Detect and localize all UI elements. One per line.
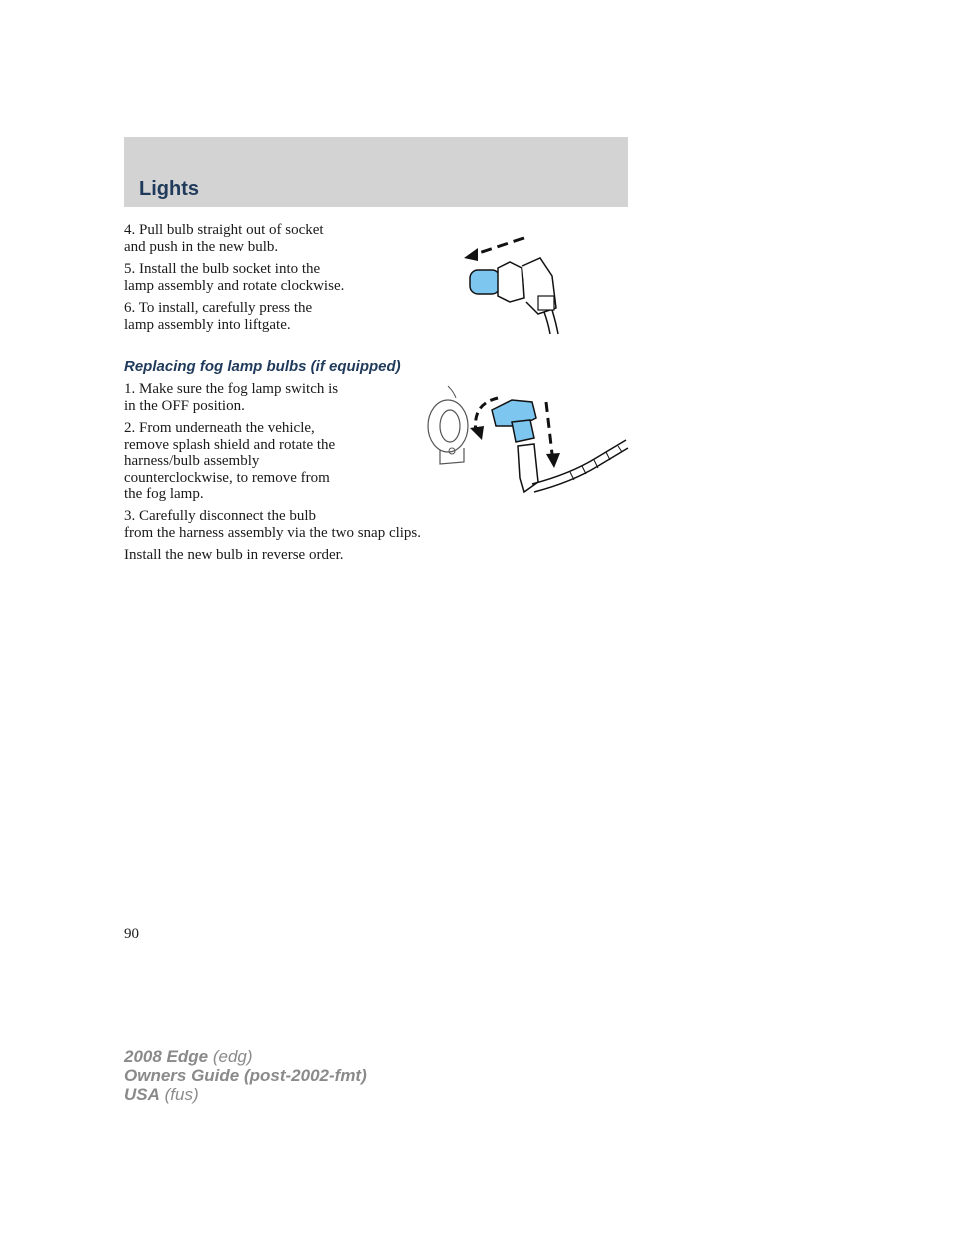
step-5-line2: lamp assembly and rotate clockwise. [124,277,345,294]
step-4 [124,222,324,255]
step-5 [124,261,344,294]
footer-model: 2008 Edge [124,1047,209,1066]
bulb-removal-illustration [440,228,570,338]
fog-step-2 [124,420,335,503]
step-4-line1: 4. Pull bulb straight out of socket [124,222,324,238]
step-6-line2: lamp assembly into liftgate. [124,316,291,333]
fog-step-2-line3: harness/bulb assembly [124,453,260,469]
fog-step-2-line2: remove splash shield and rotate the [124,436,336,453]
footer-model-code: (edg) [208,1047,253,1066]
section-title: Lights [139,178,199,200]
fog-lamp-bulb-illustration [420,382,630,504]
fog-step-1-line2: in the OFF position. [124,397,245,414]
footer-guide: Owners Guide (post-2002-fmt) [124,1066,367,1085]
fog-step-3 [124,508,421,541]
document-footer [124,1047,367,1104]
footer-market-code: (fus) [159,1085,199,1104]
footer-line-3 [124,1085,367,1104]
fog-step-1 [124,381,338,414]
section-header-band [124,137,628,207]
fog-step-1-line1: 1. Make sure the fog lamp switch is [124,381,339,397]
step-6-line1: 6. To install, carefully press the [124,300,313,316]
fog-step-3-line1: 3. Carefully disconnect the bulb [124,508,317,524]
fog-step-3-line2: from the harness assembly via the two snap clips. [124,524,422,541]
footer-market: USA [124,1085,160,1104]
fog-step-2-line1: 2. From underneath the vehicle, [124,420,315,436]
step-5-line1: 5. Install the bulb socket into the [124,261,321,277]
fog-lamp-heading: Replacing fog lamp bulbs (if equipped) [124,358,401,375]
step-4-line2: and push in the new bulb. [124,238,279,255]
step-6 [124,300,312,333]
page-number: 90 [124,926,139,942]
fog-step-2-line5: the fog lamp. [124,486,204,502]
closing-instruction: Install the new bulb in reverse order. [124,547,344,563]
fog-step-2-line4: counterclockwise, to remove from [124,469,330,486]
footer-line-1 [124,1047,367,1066]
